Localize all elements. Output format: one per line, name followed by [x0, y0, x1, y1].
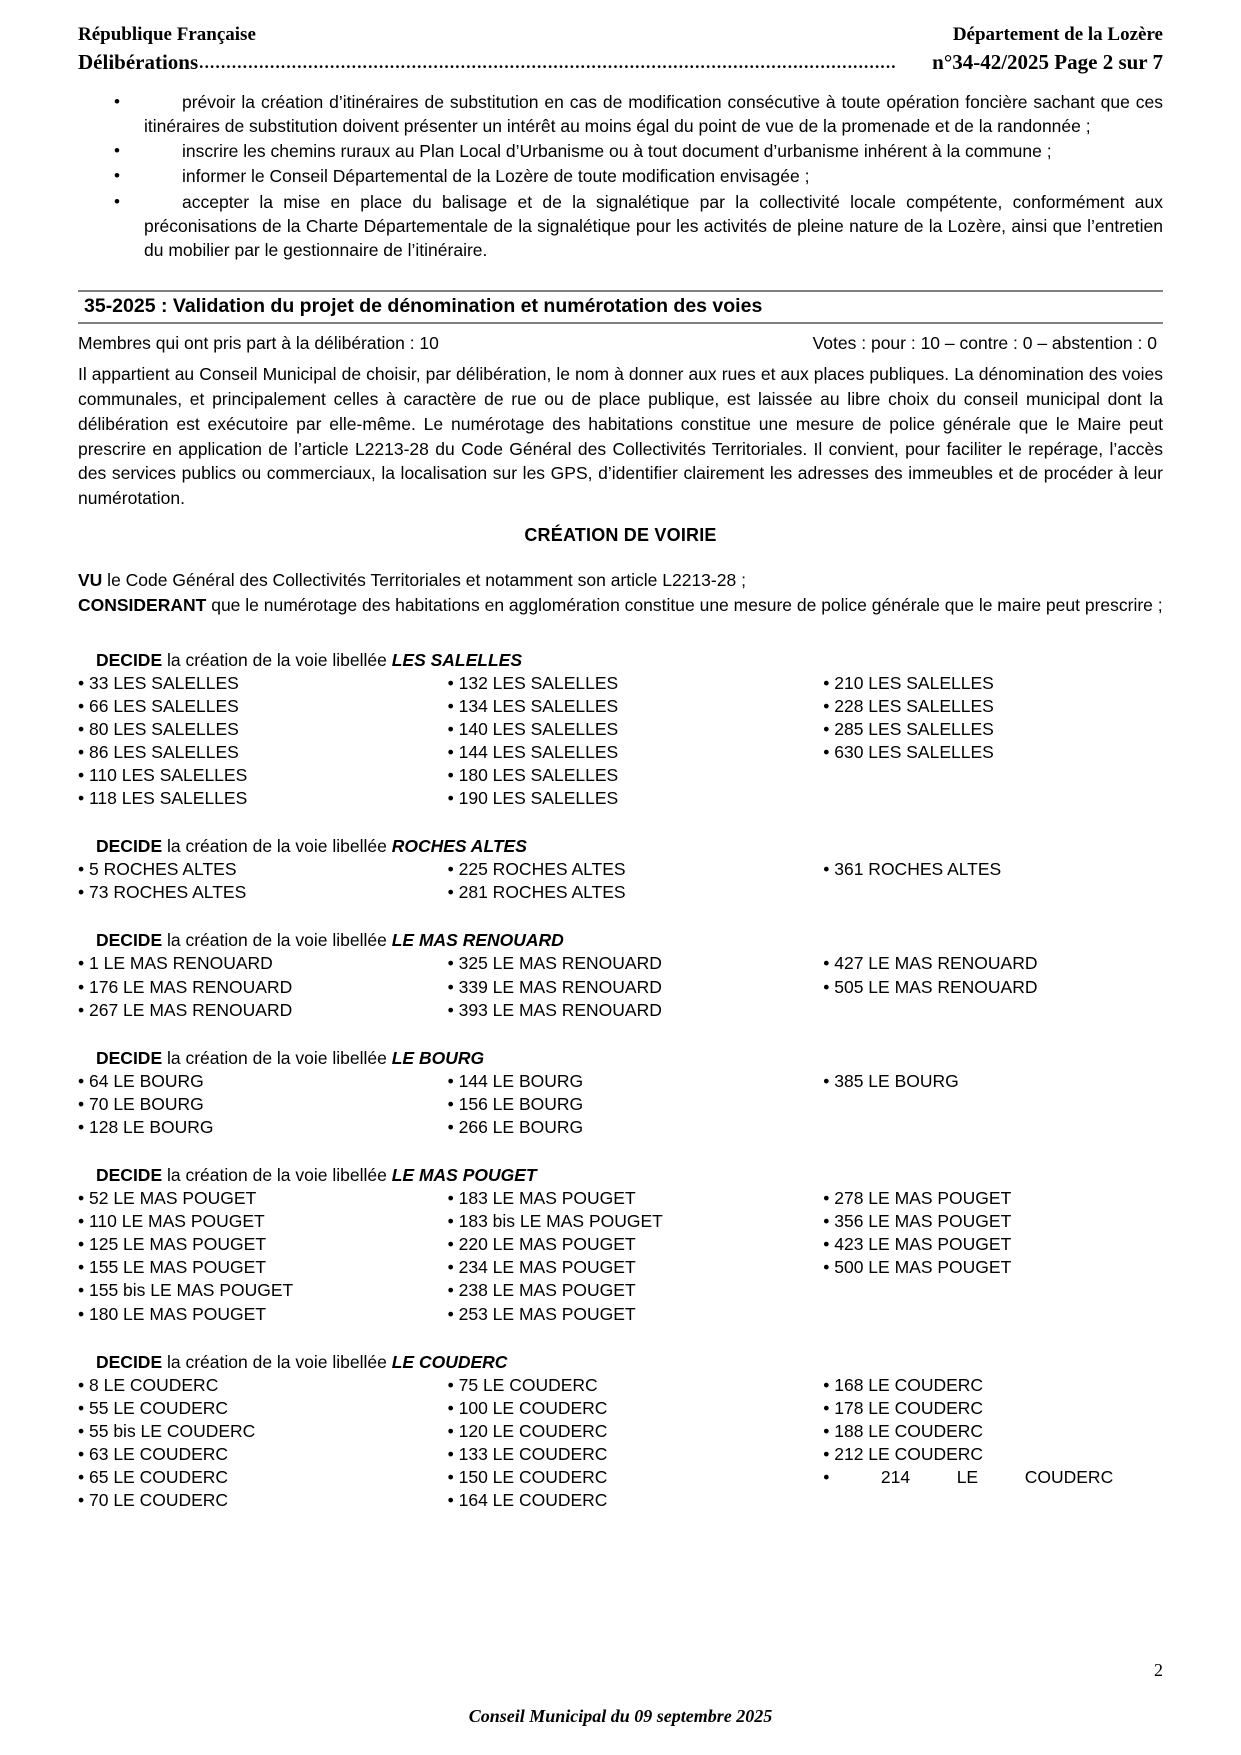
- address-columns: [78, 672, 1163, 811]
- header-leader-dots: ................................................................................................................................: [199, 52, 897, 72]
- address-item: • 110 LES SALELLES: [78, 764, 440, 787]
- document-footer: Conseil Municipal du 09 septembre 2025: [468, 1706, 773, 1726]
- decide-phrase: la création de la voie libellée: [162, 836, 392, 857]
- address-item: • 164 LE COUDERC: [448, 1489, 802, 1512]
- address-item: • 140 LES SALELLES: [448, 718, 802, 741]
- address-item: • 423 LE MAS POUGET: [823, 1233, 1163, 1256]
- list-item: • prévoir la création d’itinéraires de substitution en cas de modification consécutive à toute opération foncière sachant que ces itinéraires de substitution doivent présenter un intérêt au moins égal du point de vue de la promenade et de la randonnée ;: [78, 90, 1163, 138]
- decide-keyword: DECIDE: [96, 649, 163, 670]
- address-columns: [78, 1374, 1163, 1513]
- decide-group: [78, 836, 1163, 904]
- commitments-bullet-list: [78, 90, 1163, 262]
- address-item: • 210 LES SALELLES: [823, 672, 1163, 695]
- street-name: LE MAS RENOUARD: [391, 930, 564, 951]
- address-column: [801, 1070, 1163, 1139]
- street-name: LE BOURG: [391, 1047, 485, 1068]
- address-item: • 150 LE COUDERC: [448, 1466, 802, 1489]
- decide-phrase: la création de la voie libellée: [162, 1351, 392, 1372]
- address-columns: [78, 1187, 1163, 1326]
- address-columns: [78, 1070, 1163, 1139]
- decide-keyword: DECIDE: [96, 1351, 163, 1372]
- decide-group: [78, 1048, 1163, 1139]
- decide-keyword: DECIDE: [96, 930, 163, 951]
- address-item: • 70 LE BOURG: [78, 1093, 440, 1116]
- address-item: • 356 LE MAS POUGET: [823, 1210, 1163, 1233]
- address-item: • 33 LES SALELLES: [78, 672, 440, 695]
- address-column: [440, 1374, 802, 1513]
- address-column: [801, 952, 1163, 1021]
- address-column: [801, 1187, 1163, 1326]
- address-item: • 8 LE COUDERC: [78, 1374, 440, 1397]
- decide-group: [78, 1352, 1163, 1513]
- address-item: • 155 LE MAS POUGET: [78, 1256, 440, 1279]
- address-item: • 55 LE COUDERC: [78, 1397, 440, 1420]
- address-item: • 180 LES SALELLES: [448, 764, 802, 787]
- address-item: • 64 LE BOURG: [78, 1070, 440, 1093]
- address-item-part: • 214: [880, 1466, 911, 1487]
- address-item: • 281 ROCHES ALTES: [448, 881, 802, 904]
- address-item: • 225 ROCHES ALTES: [448, 858, 802, 881]
- address-item: [823, 1466, 1113, 1489]
- address-item: • 133 LE COUDERC: [448, 1443, 802, 1466]
- address-item: • 110 LE MAS POUGET: [78, 1210, 440, 1233]
- address-item: • 144 LE BOURG: [448, 1070, 802, 1093]
- considerant-label: CONSIDERANT: [78, 594, 207, 615]
- address-column: [78, 952, 440, 1021]
- address-item: • 80 LES SALELLES: [78, 718, 440, 741]
- address-item: • 188 LE COUDERC: [823, 1420, 1163, 1443]
- decide-group: [78, 650, 1163, 811]
- address-item: • 5 ROCHES ALTES: [78, 858, 440, 881]
- header-deliberations-label: Délibérations: [78, 49, 199, 74]
- address-item: • 228 LES SALELLES: [823, 695, 1163, 718]
- vu-label: VU: [78, 570, 103, 591]
- decide-groups-container: [78, 650, 1163, 1512]
- address-columns: [78, 858, 1163, 904]
- decide-group-title: [78, 930, 1163, 951]
- address-item: • 70 LE COUDERC: [78, 1489, 440, 1512]
- address-item: • 190 LES SALELLES: [448, 787, 802, 810]
- address-item: • 393 LE MAS RENOUARD: [448, 999, 802, 1022]
- address-item: • 180 LE MAS POUGET: [78, 1303, 440, 1326]
- address-column: [78, 672, 440, 811]
- decide-group-title: [78, 650, 1163, 671]
- header-republic-label: République Française: [78, 24, 256, 45]
- address-item: • 183 LE MAS POUGET: [448, 1187, 802, 1210]
- address-item: • 52 LE MAS POUGET: [78, 1187, 440, 1210]
- address-item: • 86 LES SALELLES: [78, 741, 440, 764]
- members-count-text: Membres qui ont pris part à la délibération : 10: [78, 332, 439, 353]
- address-column: [440, 858, 802, 904]
- vu-considerant-block: [78, 568, 1163, 618]
- header-department-label: Département de la Lozère: [952, 24, 1163, 45]
- address-item: • 73 ROCHES ALTES: [78, 881, 440, 904]
- decide-phrase: la création de la voie libellée: [162, 1047, 392, 1068]
- decide-phrase: la création de la voie libellée: [162, 1165, 392, 1186]
- decide-group-title: [78, 1352, 1163, 1373]
- address-item-part: LE: [956, 1466, 979, 1487]
- section-body-paragraph: Il appartient au Conseil Municipal de choisir, par délibération, le nom à donner aux rues et aux places publiques. La dénomination des voies communales, et principalement celles à caractère de rue ou de place publique, est laissée au libre choix du conseil municipal dont la délibération est exécutoire par elle-même. Le numérotage des habitations constitue une mesure de police générale que le Maire peut prescrire en application de l’article L2213-28 du Code Général des Collectivités Territoriales. Il convient, pour faciliter le repérage, l’accès des services publics ou commerciaux, la localisation sur les GPS, d’identifier clairement les adresses des immeubles et de procéder à leur numérotation.: [78, 363, 1163, 509]
- creation-de-voirie-heading: CRÉATION DE VOIRIE: [524, 525, 717, 546]
- address-item: • 427 LE MAS RENOUARD: [823, 952, 1163, 975]
- address-item: • 178 LE COUDERC: [823, 1397, 1163, 1420]
- address-item: • 212 LE COUDERC: [823, 1443, 1163, 1466]
- address-item: • 176 LE MAS RENOUARD: [78, 976, 440, 999]
- decide-group: [78, 930, 1163, 1021]
- decide-group-title: [78, 1165, 1163, 1186]
- address-item: • 267 LE MAS RENOUARD: [78, 999, 440, 1022]
- address-column: [801, 858, 1163, 904]
- deliberation-meta-row: [78, 333, 1163, 354]
- decide-keyword: DECIDE: [96, 836, 163, 857]
- address-column: [78, 1374, 440, 1513]
- address-item: • 155 bis LE MAS POUGET: [78, 1279, 440, 1302]
- address-item: • 220 LE MAS POUGET: [448, 1233, 802, 1256]
- address-item: • 55 bis LE COUDERC: [78, 1420, 440, 1443]
- address-item: • 361 ROCHES ALTES: [823, 858, 1163, 881]
- vu-text: le Code Général des Collectivités Territoriales et notamment son article L2213-28 ;: [102, 570, 746, 591]
- address-item: • 144 LES SALELLES: [448, 741, 802, 764]
- address-item: • 339 LE MAS RENOUARD: [448, 976, 802, 999]
- decide-group-title: [78, 1048, 1163, 1069]
- considerant-line: [78, 593, 1163, 618]
- address-item: • 125 LE MAS POUGET: [78, 1233, 440, 1256]
- street-name: LES SALELLES: [391, 649, 523, 670]
- address-item-part: COUDERC: [1024, 1466, 1114, 1487]
- address-item: • 75 LE COUDERC: [448, 1374, 802, 1397]
- address-column: [801, 1374, 1163, 1513]
- address-item: • 234 LE MAS POUGET: [448, 1256, 802, 1279]
- address-item: • 325 LE MAS RENOUARD: [448, 952, 802, 975]
- address-column: [440, 672, 802, 811]
- address-item: • 65 LE COUDERC: [78, 1466, 440, 1489]
- address-column: [78, 858, 440, 904]
- address-item: • 285 LES SALELLES: [823, 718, 1163, 741]
- address-columns: [78, 952, 1163, 1021]
- address-item: • 120 LE COUDERC: [448, 1420, 802, 1443]
- address-item: • 266 LE BOURG: [448, 1116, 802, 1139]
- header-bottom-row: [78, 48, 1163, 76]
- address-item: • 63 LE COUDERC: [78, 1443, 440, 1466]
- address-item: • 66 LES SALELLES: [78, 695, 440, 718]
- address-item: • 134 LES SALELLES: [448, 695, 802, 718]
- street-name: ROCHES ALTES: [391, 836, 527, 857]
- header-top-row: [78, 22, 1163, 48]
- address-column: [440, 1187, 802, 1326]
- address-column: [78, 1070, 440, 1139]
- address-column: [440, 1070, 802, 1139]
- address-item: • 118 LES SALELLES: [78, 787, 440, 810]
- address-item: • 385 LE BOURG: [823, 1070, 1163, 1093]
- address-item: • 132 LES SALELLES: [448, 672, 802, 695]
- address-column: [78, 1187, 440, 1326]
- vu-line: [78, 568, 1163, 593]
- address-item: • 238 LE MAS POUGET: [448, 1279, 802, 1302]
- decide-group-title: [78, 836, 1163, 857]
- address-item: • 253 LE MAS POUGET: [448, 1303, 802, 1326]
- street-name: LE COUDERC: [391, 1351, 508, 1372]
- address-item: • 156 LE BOURG: [448, 1093, 802, 1116]
- document-header: [78, 22, 1163, 76]
- list-item: • accepter la mise en place du balisage et de la signalétique par la collectivité locale compétente, conformément aux préconisations de la Charte Départementale de la signalétique pour les activités de pleine nature de la Lozère, ainsi que l’entretien du mobilier par le gestionnaire de l’itinéraire.: [78, 190, 1163, 262]
- address-item: • 278 LE MAS POUGET: [823, 1187, 1163, 1210]
- considerant-text: que le numérotage des habitations en agglomération constitue une mesure de police générale que le maire peut prescrire ;: [206, 594, 1163, 615]
- address-item: • 183 bis LE MAS POUGET: [448, 1210, 802, 1233]
- decide-group: [78, 1165, 1163, 1326]
- address-item: • 630 LES SALELLES: [823, 741, 1163, 764]
- address-item: • 128 LE BOURG: [78, 1116, 440, 1139]
- street-name: LE MAS POUGET: [391, 1165, 537, 1186]
- address-item: • 500 LE MAS POUGET: [823, 1256, 1163, 1279]
- decide-keyword: DECIDE: [96, 1047, 163, 1068]
- address-item: • 505 LE MAS RENOUARD: [823, 976, 1163, 999]
- list-item: • inscrire les chemins ruraux au Plan Local d’Urbanisme ou à tout document d’urbanisme inhérent à la commune ;: [78, 139, 1163, 163]
- address-item: • 1 LE MAS RENOUARD: [78, 952, 440, 975]
- address-column: [801, 672, 1163, 811]
- address-item: • 100 LE COUDERC: [448, 1397, 802, 1420]
- decide-keyword: DECIDE: [96, 1165, 163, 1186]
- section-title-bar: 35-2025 : Validation du projet de dénomination et numérotation des voies: [78, 290, 1163, 324]
- decide-phrase: la création de la voie libellée: [162, 930, 392, 951]
- page-number: 2: [1154, 1660, 1163, 1680]
- header-reference-label: n°34-42/2025 Page 2 sur 7: [932, 49, 1163, 74]
- address-item: • 168 LE COUDERC: [823, 1374, 1163, 1397]
- list-item: • informer le Conseil Départemental de la Lozère de toute modification envisagée ;: [78, 164, 1163, 188]
- votes-summary-text: Votes : pour : 10 – contre : 0 – abstention : 0: [812, 332, 1157, 353]
- decide-phrase: la création de la voie libellée: [162, 649, 392, 670]
- address-column: [440, 952, 802, 1021]
